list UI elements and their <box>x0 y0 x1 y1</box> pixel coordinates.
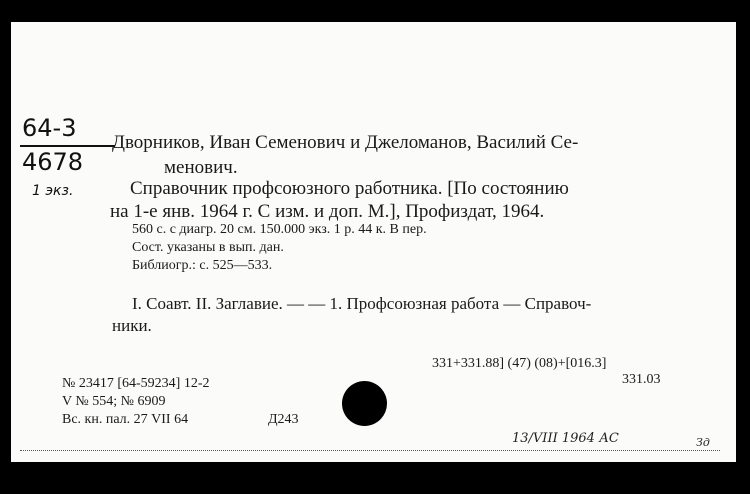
heading-line-2: менович. <box>164 157 238 178</box>
punch-hole <box>342 381 387 426</box>
registry-code: Д243 <box>268 412 299 427</box>
registry-volume: V № 554; № 6909 <box>62 394 166 409</box>
note-compilers: Сост. указаны в вып. дан. <box>132 240 284 255</box>
registry-number: № 23417 [64-59234] 12-2 <box>62 376 210 391</box>
physical-description: 560 с. с диагр. 20 см. 150.000 экз. 1 р. 44 к. В пер. <box>132 222 427 237</box>
note-bibliography: Библиогр.: с. 525—533. <box>132 258 273 273</box>
card-bottom-edge <box>20 450 720 451</box>
call-number-top: 64-3 <box>22 114 77 142</box>
corner-mark: Зд <box>696 436 710 449</box>
udc-classification: 331+331.88] (47) (08)+[016.3] <box>432 356 607 371</box>
udc-classification-2: 331.03 <box>622 372 661 387</box>
call-number-bottom: 4678 <box>22 148 84 176</box>
title-line-1: Справочник профсоюзного работника. [По состоянию <box>130 178 569 199</box>
tracing-line-1: I. Соавт. II. Заглавие. — — 1. Профсоюзная работа — Справоч- <box>132 294 592 313</box>
handwritten-date: 13/VIII 1964 АС <box>512 431 619 446</box>
registry-chamber: Вс. кн. пал. 27 VII 64 <box>62 412 189 427</box>
tracing-line-2: ники. <box>112 316 152 335</box>
call-number-divider <box>20 145 115 147</box>
copies-mark: 1 экз. <box>32 183 74 199</box>
heading-line-1: Дворников, Иван Семенович и Джеломанов, Василий Се- <box>112 132 579 153</box>
title-line-2: на 1-е янв. 1964 г. С изм. и доп. М.], Профиздат, 1964. <box>110 201 545 222</box>
